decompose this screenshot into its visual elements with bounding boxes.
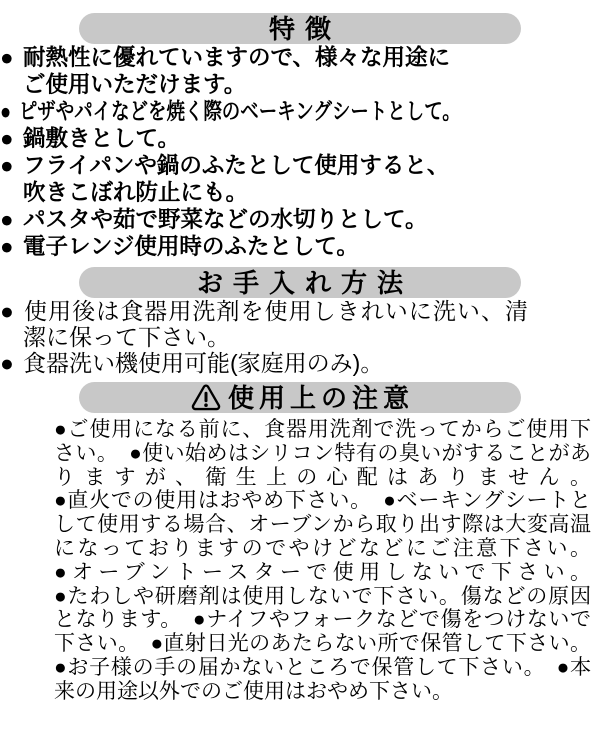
list-item <box>0 44 466 98</box>
section-title-caution: 使用上の注意 <box>227 382 414 413</box>
caution-paragraph: ●たわしや研磨剤は使用しないで下さい。傷などの原因となります。 ●ナイフやフォークなどで傷をつけないで下さい。 ●直射日光のあたらない所で保管して下さい。●お子様の手の届かないところで保管して下さい。 ●本来の用途以外でのご使用はおやめ下さい。 <box>54 584 591 703</box>
bullet-icon: ● <box>0 45 14 70</box>
section-title-care: お手入れ方法 <box>196 267 413 298</box>
care-list <box>0 298 528 376</box>
list-item <box>0 152 466 206</box>
bullet-icon: ● <box>0 298 14 324</box>
feature-text: 耐熱性に優れていますので、様々な用途にご使用いただけます。 <box>23 45 451 97</box>
feature-text: ピザやパイなどを焼く際のベーキングシートとして。 <box>18 99 461 124</box>
feature-text: フライパンや鍋のふたとして使用すると、吹きこぼれ防止にも。 <box>23 153 450 205</box>
list-item <box>0 206 466 233</box>
feature-text: パスタや茹で野菜などの水切りとして。 <box>23 207 428 232</box>
bullet-icon: ● <box>0 153 14 178</box>
list-item <box>0 298 528 350</box>
section-title-features: 特徴 <box>268 13 341 44</box>
bullet-icon: ● <box>0 207 14 232</box>
bullet-icon: ● <box>0 350 14 376</box>
list-item <box>0 350 528 376</box>
care-text: 使用後は食器用洗剤を使用しきれいに洗い、清潔に保って下さい。 <box>23 298 528 350</box>
bullet-icon: ● <box>0 99 12 124</box>
caution-paragraph: ●オーブントースターで使用しないで下さい。 <box>54 560 591 584</box>
feature-text: 電子レンジ使用時のふたとして。 <box>23 234 359 259</box>
care-text: 食器洗い機使用可能(家庭用のみ)。 <box>23 350 384 376</box>
caution-paragraph: ●直火での使用はおやめ下さい。 ●ベーキングシートとして使用する場合、オーブンから取り出す際は大変高温になっておりますのでやけどなどにご注意下さい。 <box>54 489 591 560</box>
section-header-care <box>79 267 521 298</box>
list-item <box>0 98 461 125</box>
warning-triangle-icon <box>191 384 221 411</box>
list-item <box>0 125 466 152</box>
section-header-caution <box>79 382 521 413</box>
bullet-icon: ● <box>0 234 14 259</box>
section-header-features <box>79 13 521 44</box>
bullet-icon: ● <box>0 126 14 151</box>
features-list <box>0 44 466 260</box>
caution-text-block <box>54 418 591 704</box>
list-item <box>0 233 466 260</box>
feature-text: 鍋敷きとして。 <box>23 126 181 151</box>
caution-paragraph: ●ご使用になる前に、食器用洗剤で洗ってからご使用下さい。 ●使い始めはシリコン特有の臭いがすることがありますが、衛生上の心配はありません。 <box>54 418 591 489</box>
